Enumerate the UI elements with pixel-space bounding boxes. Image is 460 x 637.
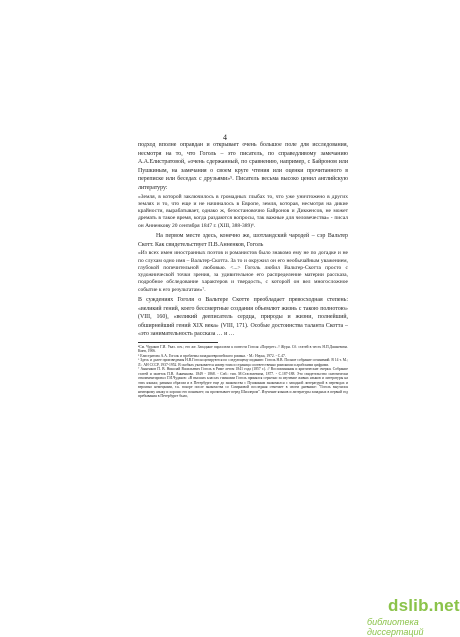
footnote: ⁶ Здесь и далее произведения Н.В.Гоголя цитируются по следующему изданию: Гоголь Н.В. Полное собрание сочинений. В 14 т. М.; Л.: АН СССР, 1937-1952. В скобках указывается номер тома и страница соответственно римскими и арабскими цифрами. — [138, 358, 348, 367]
watermark-logo: dslib.net — [388, 596, 460, 615]
footnote: ⁷ Анненков П. В. Николай Васильевич Гоголь в Риме летом 1841 года (1857 г.). // Воспоминания и критические очерки. Собрание статей и заметок П.В. Анненкова. 1849 - 1868. - Спб.: тип. М.Стасюлевича, 1877. - С.187-188. Это свидетельство скептически откомментировал Г.И.Чудаков: «В высших классах гимназии Гоголь принялся серьезно за изучение живых языков и литературы на этих языках; равным образом и в Петербурге еще до знакомства с Пушкиным знакомился с западной литературой в переводах и вероятно немецкими, т.к. вскоре после знакомства со Смирновой последняя отмечает в своем дневнике: "Гоголь выучился немецкому языку и хорошо его понимает; он прочитывает перед Шиллером". Изучение языков и литературы западных в первый год пребывания в Петербурге было, — [138, 367, 348, 399]
footnote-divider — [138, 342, 218, 343]
page-body — [138, 141, 348, 399]
block-quote: «Земля, в которой заключилось в громадных глыбах то, что уже уничтожено в других землях и то, что еще и не начиналось в Европе, земля, которая, несмотря на дикие крайности, вырабатывает, однако ж, безостановочно Байронов и Диккенсов, не может дремать в такое время, когда раздаются вопросы, так важные для человечества» - писал он Анненкову 20 сентября 1847 г. (XIII, 388-389)⁶. — [138, 193, 348, 229]
footnote: ⁵ Елистратова А.А. Гоголь и проблемы западноевропейского романа. - М.: Наука, 1972. - С.47. — [138, 353, 286, 358]
paragraph: В суждениях Гоголя о Вальтере Скотте преобладает превосходная степень: «великий гений, коего бессмертные создания объемлют жизнь с такою полнотою» (VIII, 160), «великий дееписатель сердца, природы и жизни, полнейший, обширнейший гений XIX века» (VIII, 171). Особые достоинства таланта Скотта – «это занимательность рассказа … и … — [138, 297, 348, 338]
footnote: ⁴См. Чудаков Г.И. Указ. соч.; его же. Западные параллели к повести Гоголя «Портрет» // Журн. Сб. статей в честь Н.П.Дашкевича. Киев, 1906. — [138, 344, 348, 354]
paragraph: подход вполне оправдан и открывает очень большое поле для исследования, несмотря на то, что Гоголь – это писатель, по справедливому замечанию А.А.Елистратовой, «очень сдержанный, по сравнению, например, с Байроном или Пушкиным, на замечания о своем круге чтения или оценки прочитанного в переписке или беседах с друзьями»⁵. Писатель весьма высоко ценил английскую литературу: — [138, 142, 348, 191]
block-quote: «Из всех имен иностранных поэтов и романистов было знакомо ему не по догадке и не по слухам одно имя – Вальтер-Скотта. За то и окружил он его необычайным уважением, глубокой попечительной любовью. <...> Гоголь любил Вальтер-Скотта просто с художнической точки зрения, за удивительное его распределение материи рассказа, подробное обследование характеров и твердость, с которой он вел многосложное событие к его результатам»⁷. — [138, 250, 348, 293]
paragraph: На первом месте здесь, конечно же, шотландский чародей – сэр Вальтер Скотт. Как свидетельствует П.В.Анненков, Гоголь — [138, 233, 348, 248]
page-number: 4 — [223, 133, 227, 142]
watermark-subtitle: библиотека диссертаций — [367, 617, 424, 637]
